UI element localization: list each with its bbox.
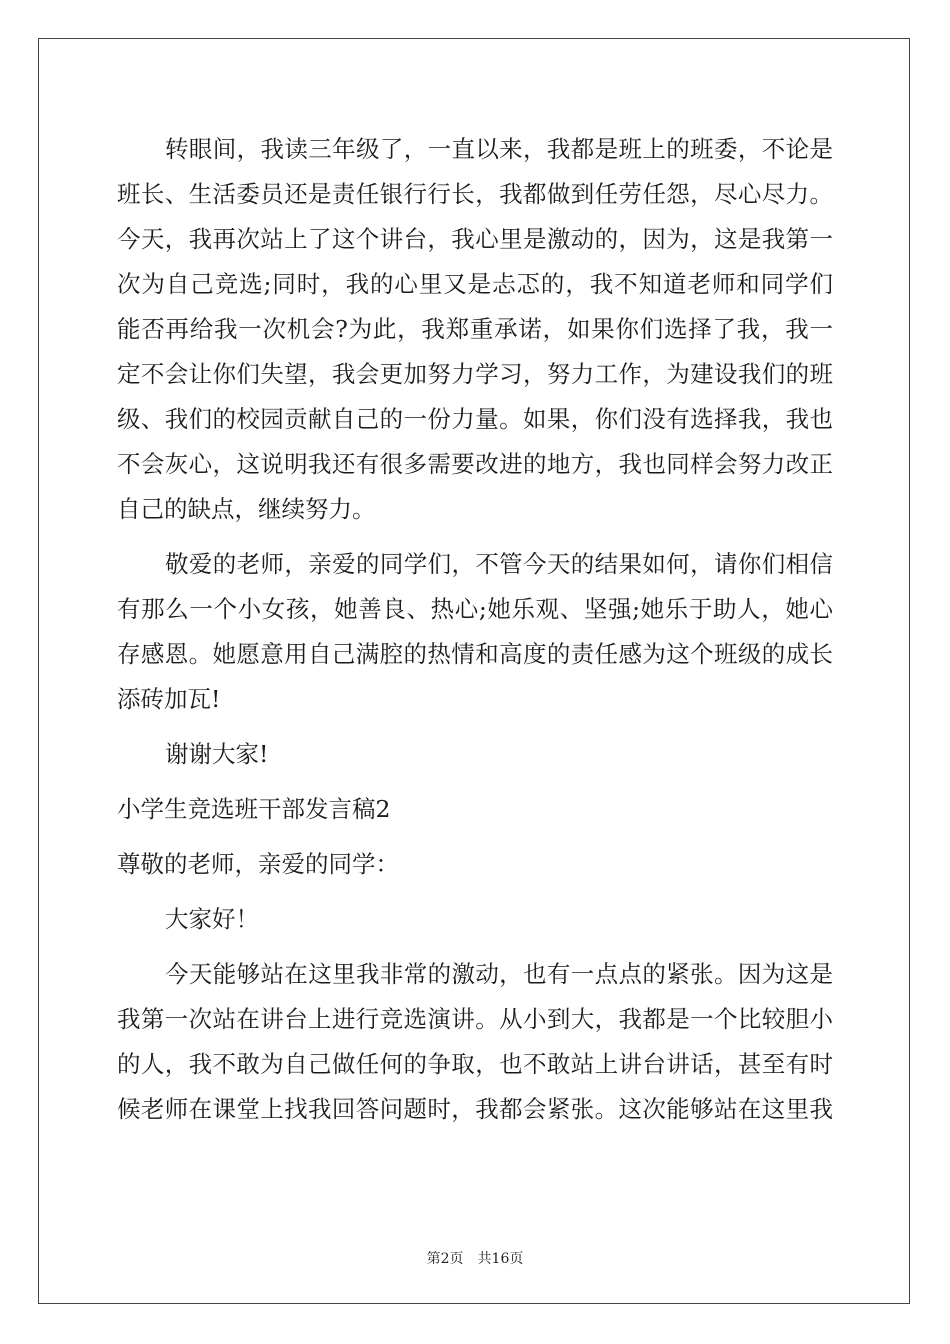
paragraph [117,897,833,942]
text-line: 我第一次站在讲台上进行竞选演讲。从小到大，我都是一个比较胆小 [117,1005,833,1033]
text-line: 转眼间，我读三年级了，一直以来，我都是班上的班委，不论是 [165,135,833,163]
text-line: 存感恩。她愿意用自己满腔的热情和高度的责任感为这个班级的成长 [117,640,833,668]
paragraph [117,127,833,532]
text-line: 自己的缺点，继续努力。 [117,495,376,523]
text-line: 小学生竞选班干部发言稿2 [117,795,391,823]
text-line: 能否再给我一次机会?为此，我郑重承诺，如果你们选择了我，我一 [117,315,833,343]
text-line: 的人，我不敢为自己做任何的争取，也不敢站上讲台讲话，甚至有时 [117,1050,833,1078]
text-line: 有那么一个小女孩，她善良、热心;她乐观、坚强;她乐于助人，她心 [117,595,833,623]
document-body [117,127,833,1132]
text-line: 今天能够站在这里我非常的激动，也有一点点的紧张。因为这是 [165,960,833,988]
text-line: 大家好！ [165,905,259,933]
paragraph [117,952,833,1132]
text-line: 级、我们的校园贡献自己的一份力量。如果，你们没有选择我，我也 [117,405,833,433]
paragraph [117,787,833,832]
paragraph [117,542,833,722]
paragraph [117,732,833,777]
page-footer: 第2页 共16页 [426,1251,524,1267]
text-line: 尊敬的老师，亲爱的同学： [117,850,399,878]
text-line: 定不会让你们失望，我会更加努力学习，努力工作，为建设我们的班 [117,360,833,388]
text-line: 候老师在课堂上找我回答问题时，我都会紧张。这次能够站在这里我 [117,1095,833,1123]
text-line: 次为自己竞选;同时，我的心里又是忐忑的，我不知道老师和同学们 [117,270,833,298]
text-line: 班长、生活委员还是责任银行行长，我都做到任劳任怨，尽心尽力。 [117,180,833,208]
text-line: 不会灰心，这说明我还有很多需要改进的地方，我也同样会努力改正 [117,450,833,478]
text-line: 敬爱的老师，亲爱的同学们，不管今天的结果如何，请你们相信 [165,550,833,578]
paragraph [117,842,833,887]
text-line: 谢谢大家! [165,740,269,768]
text-line: 今天，我再次站上了这个讲台，我心里是激动的，因为，这是我第一 [117,225,833,253]
text-line: 添砖加瓦! [117,685,221,713]
